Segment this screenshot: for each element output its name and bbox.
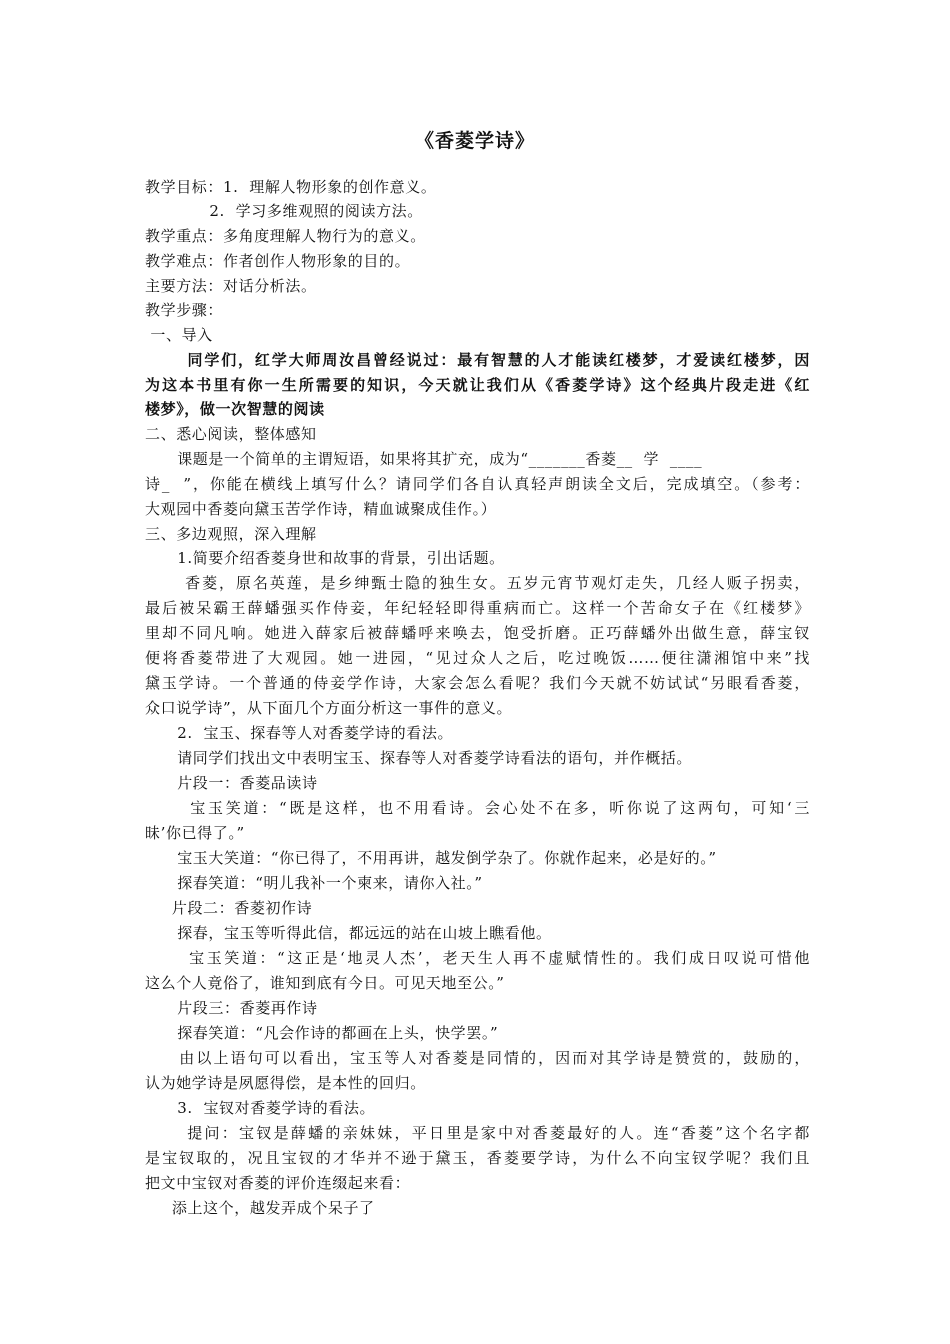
quote-6: 探春笑道：“凡会作诗的都画在上头，快学罢。” <box>145 1024 499 1042</box>
fragment-1-heading: 片段一：香菱品读诗 <box>145 774 318 792</box>
quote-1a: 宝玉笑道：“既是这样，也不用看诗。会心处不在多，听你说了这两句，可知‘三 <box>145 799 810 817</box>
question-line-3: 把文中宝钗对香菱的评价连缀起来看： <box>145 1174 411 1192</box>
goal-line-2: 2. 学习多维观照的阅读方法。 <box>145 202 423 220</box>
bio-line-5: 黛玉学诗。一个普通的侍妾学作诗，大家会怎么看呢？我们今天就不妨试试“另眼看香菱， <box>145 674 810 692</box>
quote-3: 探春笑道：“明儿我补一个柬来，请你入社。” <box>145 874 483 892</box>
intro-line-3: 楼梦》，做一次智慧的阅读 <box>145 400 325 418</box>
bio-line-3: 里却不同凡响。她进入薛家后被薛蟠呼来唤去，饱受折磨。正巧薛蟠外出做生意，薛宝钗 <box>145 624 810 642</box>
page-title: 《香菱学诗》 <box>414 130 535 152</box>
question-line-2: 是宝钗取的，况且宝钗的才华并不逊于黛玉，香菱要学诗，为什么不向宝钗学呢？我们且 <box>145 1149 810 1167</box>
final-line: 添上这个，越发弄成个呆子了 <box>145 1199 375 1217</box>
fragment-2-heading: 片段二：香菱初作诗 <box>145 899 313 917</box>
section-3-heading: 三、多边观照，深入理解 <box>145 525 317 543</box>
sub-1: 1.简要介绍香菱身世和故事的背景，引出话题。 <box>145 549 505 567</box>
section-1-heading: 一、导入 <box>145 326 213 344</box>
summary-line-2: 认为她学诗是夙愿得偿，是本性的回归。 <box>145 1074 426 1092</box>
section-2-heading: 二、悉心阅读，整体感知 <box>145 425 317 443</box>
steps-heading: 教学步骤： <box>145 301 224 319</box>
sub-3: 3. 宝钗对香菱学诗的看法。 <box>145 1099 376 1117</box>
para-line-1: 课题是一个简单的主谓短语，如果将其扩充，成为“_______香菱__ 学 ____ <box>145 450 703 468</box>
question-line-1: 提问：宝钗是薛蟠的亲妹妹，平日里是家中对香菱最好的人。连“香菱”这个名字都 <box>145 1124 810 1142</box>
bio-line-1: 香菱，原名英莲，是乡绅甄士隐的独生女。五岁元宵节观灯走失，几经人贩子拐卖， <box>145 574 810 592</box>
quote-2: 宝玉大笑道：“你已得了，不用再讲，越发倒学杂了。你就作起来，必是好的。” <box>145 849 717 867</box>
difficulty: 教学难点：作者创作人物形象的目的。 <box>145 252 411 270</box>
task-line: 请同学们找出文中表明宝玉、探春等人对香菱学诗看法的语句，并作概括。 <box>145 749 693 767</box>
bio-line-2: 最后被呆霸王薛蟠强买作侍妾，年纪轻轻即得重病而亡。这样一个苦命女子在《红楼梦》 <box>145 599 810 617</box>
intro-line-1: 同学们，红学大师周汝昌曾经说过：最有智慧的人才能读红楼梦，才爱读红楼梦，因 <box>145 351 810 369</box>
para-line-3: 大观园中香菱向黛玉苦学作诗，精血诚聚成佳作。） <box>145 500 497 518</box>
quote-5a: 宝玉笑道：“这正是‘地灵人杰’，老天生人再不虚赋情性的。我们成日叹说可惜他 <box>145 949 810 967</box>
bio-line-6: 众口说学诗”，从下面几个方面分析这一事件的意义。 <box>145 699 513 717</box>
summary-line-1: 由以上语句可以看出，宝玉等人对香菱是同情的，因而对其学诗是赞赏的，鼓励的， <box>145 1049 810 1067</box>
quote-5b: 这么个人竟俗了，谁知到底有今日。可见天地至公。” <box>145 974 505 992</box>
method: 主要方法：对话分析法。 <box>145 277 317 295</box>
bio-line-4: 便将香菱带进了大观园。她一进园，“见过众人之后，吃过晚饭……便往潇湘馆中来”找 <box>145 649 810 667</box>
sub-2: 2. 宝玉、探春等人对香菱学诗的看法。 <box>145 724 454 742</box>
key-point: 教学重点：多角度理解人物行为的意义。 <box>145 227 426 245</box>
intro-line-2: 为这本书里有你一生所需要的知识，今天就让我们从《香菱学诗》这个经典片段走进《红 <box>145 376 810 394</box>
quote-1b: 昧’你已得了。” <box>145 824 245 842</box>
goal-line-1: 教学目标：1. 理解人物形象的创作意义。 <box>145 178 437 196</box>
fragment-3-heading: 片段三：香菱再作诗 <box>145 999 318 1017</box>
para-line-2: 诗_ ”，你能在横线上填写什么？请同学们各自认真轻声朗读全文后，完成填空。（参考： <box>145 475 810 493</box>
quote-4: 探春，宝玉等听得此信，都远远的站在山坡上瞧看他。 <box>145 924 552 942</box>
